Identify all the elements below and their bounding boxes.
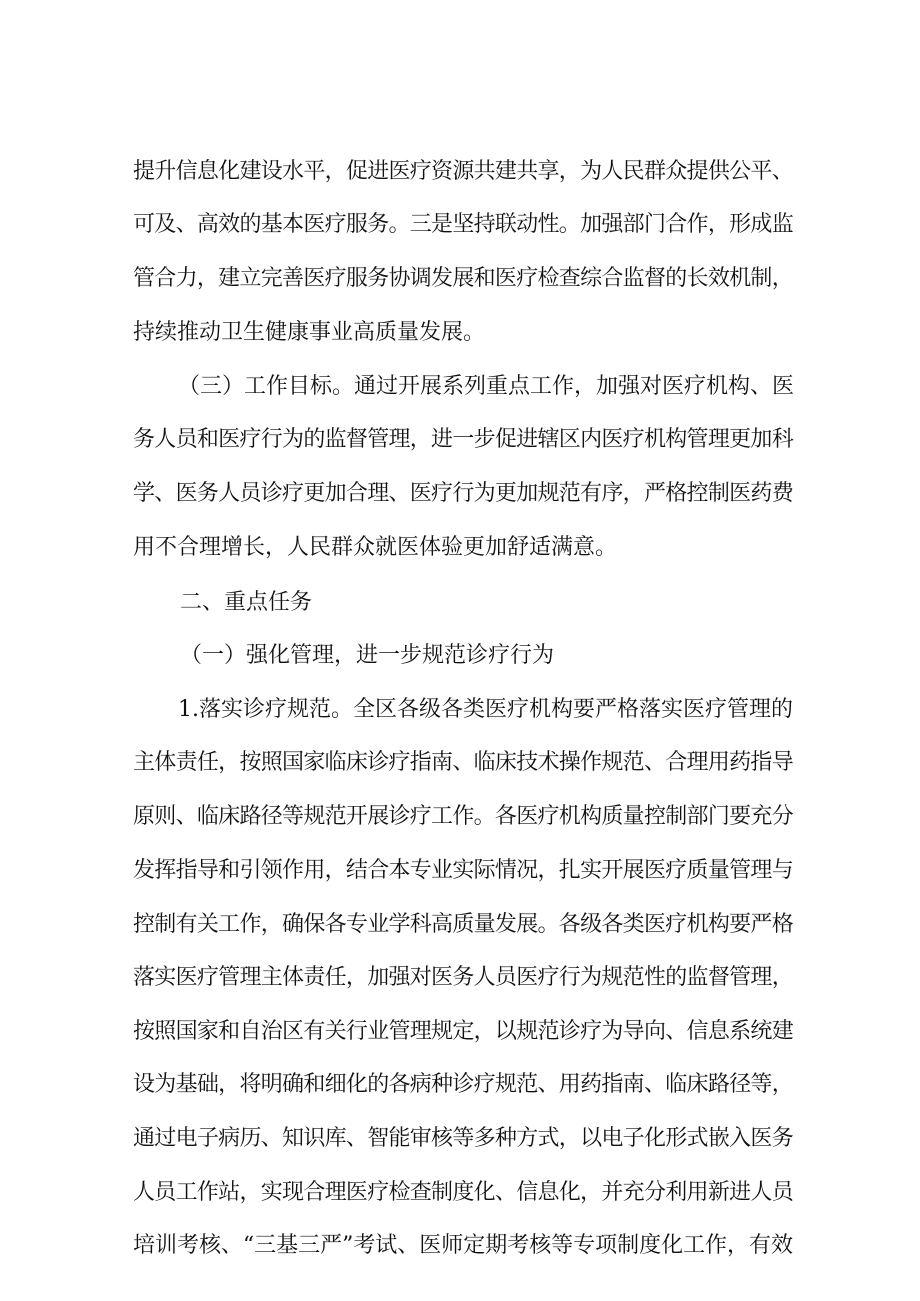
body-text-line: 主体责任，按照国家临床诊疗指南、临床技术操作规范、合理用药指导 — [133, 750, 793, 775]
item-heading-line: 1.落实诊疗规范。全区各级各类医疗机构要严格落实医疗管理的 — [178, 697, 793, 722]
body-text-line: 落实医疗管理主体责任，加强对医务人员医疗行为规范性的监督管理， — [133, 965, 793, 990]
body-text-line: 持续推动卫生健康事业高质量发展。 — [133, 320, 486, 345]
section-heading-key-tasks: 二、重点任务 — [180, 590, 313, 615]
body-text-line: 用不合理增长，人民群众就医体验更加舒适满意。 — [133, 535, 618, 560]
body-text-line: 原则、临床路径等规范开展诊疗工作。各医疗机构质量控制部门要充分 — [133, 804, 793, 829]
body-text-line: 发挥指导和引领作用，结合本专业实际情况，扎实开展医疗质量管理与 — [133, 858, 793, 883]
body-text-line: 人员工作站，实现合理医疗检查制度化、信息化，并充分利用新进人员 — [133, 1180, 793, 1205]
body-text-line: 管合力，建立完善医疗服务协调发展和医疗检查综合监督的长效机制， — [133, 266, 793, 291]
body-text-line: 按照国家和自治区有关行业管理规定，以规范诊疗为导向、信息系统建 — [133, 1019, 793, 1044]
body-text-line: 务人员和医疗行为的监督管理，进一步促进辖区内医疗机构管理更加科 — [133, 427, 793, 452]
body-text-line: 可及、高效的基本医疗服务。三是坚持联动性。加强部门合作，形成监 — [133, 212, 793, 237]
body-text-line: 通过电子病历、知识库、智能审核等多种方式，以电子化形式嵌入医务 — [133, 1126, 793, 1151]
body-text-line: 提升信息化建设水平，促进医疗资源共建共享，为人民群众提供公平、 — [133, 159, 793, 184]
body-text-line: 控制有关工作，确保各专业学科高质量发展。各级各类医疗机构要严格 — [133, 912, 793, 937]
body-text-line: 学、医务人员诊疗更加合理、医疗行为更加规范有序，严格控制医药费 — [133, 481, 793, 506]
body-text-line: 培训考核、“三基三严”考试、医师定期考核等专项制度化工作，有效 — [133, 1233, 793, 1258]
subsection-heading: （一）强化管理，进一步规范诊疗行为 — [180, 643, 555, 668]
body-text-line: 设为基础，将明确和细化的各病种诊疗规范、用药指南、临床路径等， — [133, 1072, 793, 1097]
section-heading-work-goals: （三）工作目标。通过开展系列重点工作，加强对医疗机构、医 — [178, 374, 795, 399]
